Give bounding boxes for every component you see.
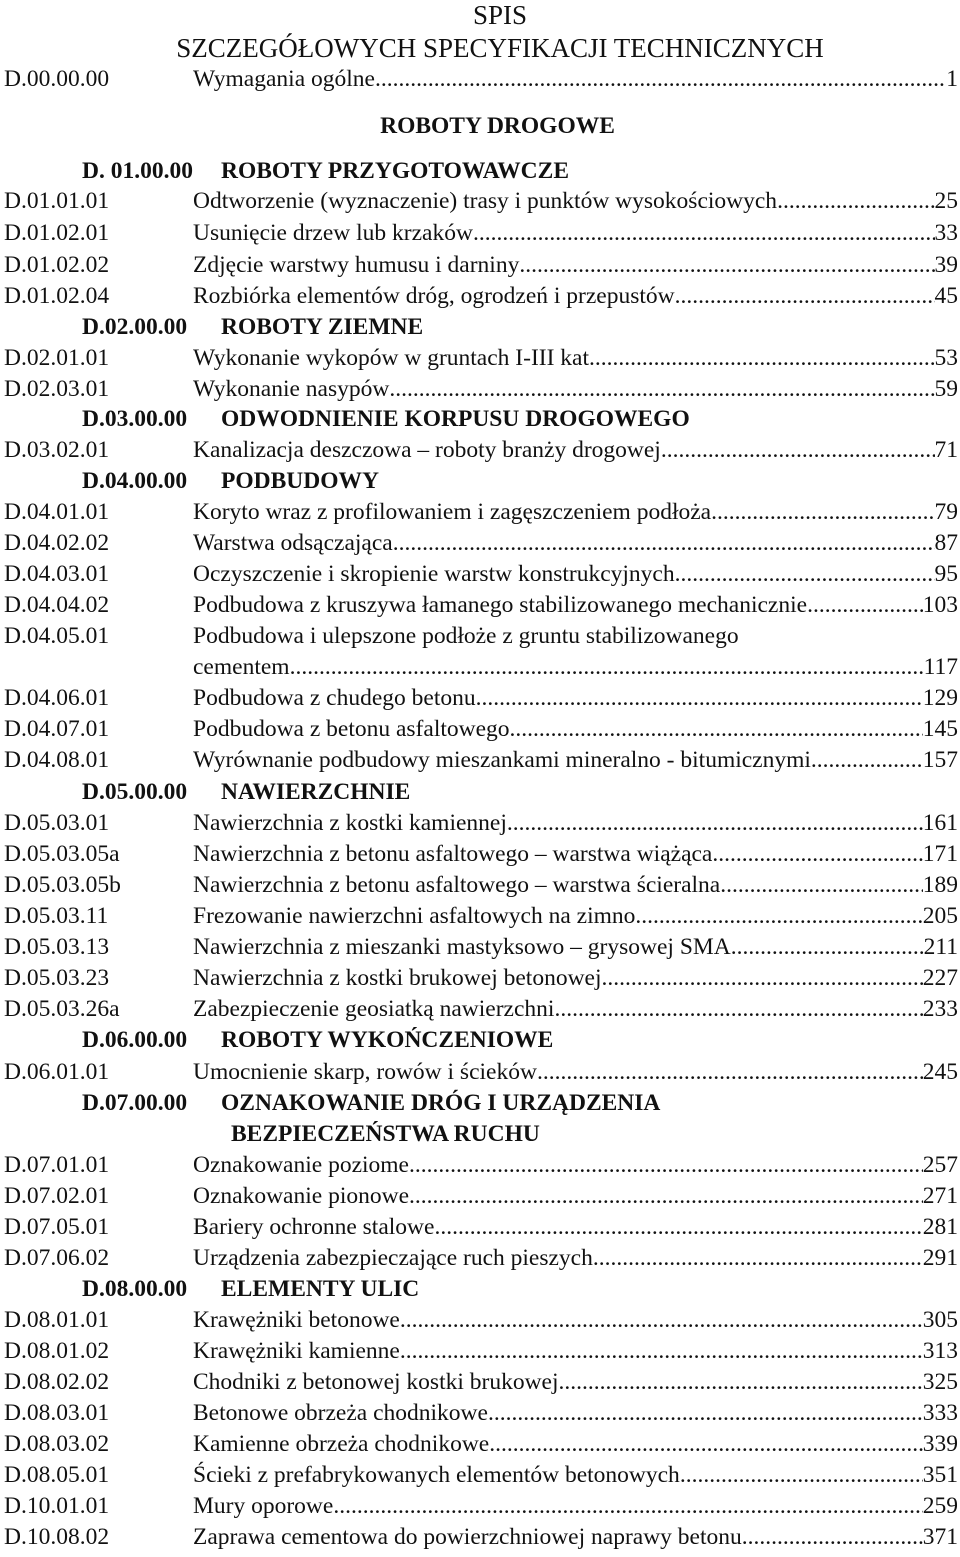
toc-entry[interactable] bbox=[4, 218, 958, 249]
toc-code: D.08.01.01 bbox=[4, 1307, 110, 1333]
toc-code: D.07.05.01 bbox=[4, 1214, 110, 1240]
toc-code: D.02.03.01 bbox=[4, 376, 110, 402]
toc-leader bbox=[507, 808, 923, 839]
toc-page: 305 bbox=[922, 1307, 958, 1333]
toc-entry[interactable] bbox=[4, 994, 958, 1025]
toc-page: 371 bbox=[922, 1524, 958, 1550]
toc-leader bbox=[595, 343, 935, 374]
toc-page: 39 bbox=[934, 252, 958, 278]
toc-leader bbox=[290, 652, 924, 683]
toc-leader bbox=[731, 932, 924, 963]
toc-code: D.03.02.01 bbox=[4, 437, 110, 463]
toc-entry[interactable] bbox=[4, 808, 958, 839]
toc-leader bbox=[389, 374, 934, 405]
toc-entry[interactable] bbox=[4, 528, 958, 559]
toc-text: Oznakowanie pionowe bbox=[193, 1183, 409, 1209]
toc-page: 45 bbox=[934, 283, 958, 309]
toc-page: 145 bbox=[922, 716, 958, 742]
toc-code: D.07.06.02 bbox=[4, 1245, 110, 1271]
toc-entry[interactable] bbox=[4, 1305, 958, 1336]
toc-text: Umocnienie skarp, rowów i ścieków bbox=[193, 1059, 537, 1085]
toc-page: 71 bbox=[934, 437, 958, 463]
section-code: D.05.00.00 bbox=[82, 779, 188, 805]
section-code: D.08.00.00 bbox=[82, 1276, 188, 1302]
toc-code: D.02.01.01 bbox=[4, 345, 110, 371]
toc-leader bbox=[409, 1181, 923, 1212]
toc-entry[interactable] bbox=[4, 1150, 958, 1181]
section-heading bbox=[82, 1025, 553, 1056]
toc-page: 211 bbox=[923, 934, 958, 960]
toc-text: Zdjęcie warstwy humusu i darniny bbox=[193, 252, 520, 278]
toc-entry[interactable] bbox=[4, 745, 958, 776]
toc-code: D.08.03.01 bbox=[4, 1400, 110, 1426]
toc-leader bbox=[476, 683, 923, 714]
toc-page: 245 bbox=[922, 1059, 958, 1085]
toc-code: D.10.08.02 bbox=[4, 1524, 110, 1550]
section-heading bbox=[82, 466, 379, 497]
toc-text: Warstwa odsączająca bbox=[193, 530, 393, 556]
section-code: D.04.00.00 bbox=[82, 468, 188, 494]
toc-code: D.04.02.02 bbox=[4, 530, 110, 556]
toc-page: 25 bbox=[934, 188, 958, 214]
section-heading bbox=[82, 404, 690, 435]
toc-entry[interactable] bbox=[4, 963, 958, 994]
toc-entry[interactable] bbox=[4, 281, 958, 312]
toc-code: D.00.00.00 bbox=[4, 66, 110, 92]
toc-text: Koryto wraz z profilowaniem i zagęszczeniem podłoża bbox=[193, 499, 712, 525]
toc-leader bbox=[554, 994, 922, 1025]
toc-leader bbox=[720, 870, 923, 901]
toc-entry[interactable] bbox=[4, 1057, 958, 1088]
section-title: ELEMENTY ULIC bbox=[221, 1276, 420, 1302]
toc-entry[interactable] bbox=[4, 901, 958, 932]
toc-leader bbox=[712, 839, 922, 870]
toc-text: Krawężniki kamienne bbox=[193, 1338, 400, 1364]
toc-leader bbox=[675, 559, 935, 590]
section-title: ROBOTY ZIEMNE bbox=[221, 314, 424, 340]
toc-code: D.01.02.02 bbox=[4, 252, 110, 278]
toc-page: 281 bbox=[922, 1214, 958, 1240]
toc-text: Wykonanie nasypów bbox=[193, 376, 390, 402]
toc-page: 161 bbox=[922, 810, 958, 836]
toc-text: Wymagania ogólne bbox=[193, 66, 375, 92]
toc-text: Mury oporowe bbox=[193, 1493, 334, 1519]
toc-leader bbox=[537, 1057, 923, 1088]
toc-entry[interactable] bbox=[4, 1460, 958, 1491]
toc-text: Nawierzchnia z betonu asfaltowego – warstwa wiążąca bbox=[193, 841, 713, 867]
toc-page: 271 bbox=[922, 1183, 958, 1209]
toc-entry[interactable] bbox=[4, 590, 958, 621]
section-code: D.07.00.00 bbox=[82, 1090, 188, 1116]
toc-leader bbox=[409, 1150, 923, 1181]
toc-text: Wyrównanie podbudowy mieszankami mineralno - bitumicznymi bbox=[193, 747, 811, 773]
toc-page: 87 bbox=[934, 530, 958, 556]
toc-code: D.08.03.02 bbox=[4, 1431, 110, 1457]
toc-page: 189 bbox=[922, 872, 958, 898]
toc-entry[interactable] bbox=[4, 64, 958, 95]
toc-leader bbox=[602, 963, 923, 994]
toc-entry[interactable] bbox=[4, 559, 958, 590]
toc-code: D.07.02.01 bbox=[4, 1183, 110, 1209]
toc-page: 205 bbox=[922, 903, 958, 929]
section-code: D. 01.00.00 bbox=[82, 158, 193, 184]
toc-entry[interactable] bbox=[4, 1522, 958, 1553]
toc-leader bbox=[333, 1491, 922, 1522]
toc-page: 95 bbox=[934, 561, 958, 587]
toc-leader bbox=[400, 1336, 923, 1367]
toc-code: D.05.03.13 bbox=[4, 934, 110, 960]
toc-entry[interactable] bbox=[4, 1212, 958, 1243]
toc-code: D.01.01.01 bbox=[4, 188, 110, 214]
toc-entry[interactable] bbox=[4, 374, 958, 405]
toc-text: Betonowe obrzeża chodnikowe bbox=[193, 1400, 488, 1426]
toc-text: Podbudowa z betonu asfaltowego bbox=[193, 716, 510, 742]
toc-text: Frezowanie nawierzchni asfaltowych na zimno bbox=[193, 903, 636, 929]
toc-code: D.01.02.04 bbox=[4, 283, 110, 309]
section-heading bbox=[82, 1088, 660, 1119]
toc-text: Nawierzchnia z betonu asfaltowego – warstwa ścieralna bbox=[193, 872, 721, 898]
toc-entry[interactable] bbox=[4, 1398, 958, 1429]
toc-code: D.05.03.01 bbox=[4, 810, 110, 836]
toc-text: Urządzenia zabezpieczające ruch pieszych bbox=[193, 1245, 593, 1271]
toc-code: D.05.03.05a bbox=[4, 841, 120, 867]
toc-entry[interactable] bbox=[4, 186, 958, 217]
toc-leader bbox=[635, 901, 922, 932]
page-title: SPIS bbox=[472, 0, 528, 30]
toc-code: D.05.03.23 bbox=[4, 965, 110, 991]
toc-text: Nawierzchnia z kostki brukowej betonowej bbox=[193, 965, 602, 991]
toc-leader bbox=[675, 281, 935, 312]
toc-entry[interactable] bbox=[4, 1243, 958, 1274]
toc-leader bbox=[519, 250, 934, 281]
toc-text: Bariery ochronne stalowe bbox=[193, 1214, 435, 1240]
section-title-continuation: BEZPIECZEŃSTWA RUCHU bbox=[231, 1121, 540, 1147]
section-heading bbox=[82, 1274, 419, 1305]
toc-page: 313 bbox=[922, 1338, 958, 1364]
toc-text: Podbudowa z kruszywa łamanego stabilizowanego mechanicznie bbox=[193, 592, 808, 618]
toc-page: 233 bbox=[922, 996, 958, 1022]
toc-entry[interactable] bbox=[4, 343, 958, 374]
page-subtitle: SZCZEGÓŁOWYCH SPECYFIKACJI TECHNICZNYCH bbox=[176, 33, 824, 63]
toc-text: Krawężniki betonowe bbox=[193, 1307, 400, 1333]
main-heading: ROBOTY DROGOWE bbox=[380, 113, 615, 139]
toc-entry[interactable] bbox=[4, 1367, 958, 1398]
toc-text: Usunięcie drzew lub krzaków bbox=[193, 220, 473, 246]
toc-entry[interactable] bbox=[4, 932, 958, 963]
toc-text: Odtworzenie (wyznaczenie) trasy i punktów wysokościowych bbox=[193, 188, 778, 214]
toc-code: D.06.01.01 bbox=[4, 1059, 110, 1085]
toc-entry[interactable] bbox=[4, 435, 958, 466]
toc-leader bbox=[489, 1429, 923, 1460]
toc-page: 291 bbox=[922, 1245, 958, 1271]
toc-leader bbox=[434, 1212, 922, 1243]
toc-text: Nawierzchnia z kostki kamiennej bbox=[193, 810, 507, 836]
section-title: OZNAKOWANIE DRÓG I URZĄDZENIA bbox=[221, 1090, 661, 1116]
toc-entry[interactable] bbox=[4, 839, 958, 870]
toc-text: Zabezpieczenie geosiatką nawierzchni bbox=[193, 996, 555, 1022]
toc-entry[interactable] bbox=[4, 497, 958, 528]
toc-code: D.04.04.02 bbox=[4, 592, 110, 618]
toc-text: Nawierzchnia z mieszanki mastyksowo – grysowej SMA bbox=[193, 934, 731, 960]
section-heading bbox=[82, 312, 423, 343]
toc-leader bbox=[661, 435, 935, 466]
toc-page: 325 bbox=[922, 1369, 958, 1395]
section-heading bbox=[82, 156, 569, 187]
toc-page: 129 bbox=[922, 685, 958, 711]
section-title: PODBUDOWY bbox=[221, 468, 379, 494]
section-title: NAWIERZCHNIE bbox=[221, 779, 411, 805]
section-title: ROBOTY PRZYGOTOWAWCZE bbox=[221, 158, 569, 184]
toc-page: 103 bbox=[922, 592, 958, 618]
toc-text: cementem bbox=[193, 654, 290, 680]
toc-entry-continuation[interactable] bbox=[4, 652, 958, 683]
toc-text: Podbudowa z chudego betonu bbox=[193, 685, 476, 711]
toc-entry[interactable] bbox=[4, 870, 958, 901]
toc-text: Kamienne obrzeża chodnikowe bbox=[193, 1431, 490, 1457]
toc-code: D.01.02.01 bbox=[4, 220, 110, 246]
toc-entry[interactable] bbox=[4, 1491, 958, 1522]
toc-code: D.04.06.01 bbox=[4, 685, 110, 711]
toc-text: Ścieki z prefabrykowanych elementów betonowych bbox=[193, 1462, 680, 1488]
toc-code: D.10.01.01 bbox=[4, 1493, 110, 1519]
toc-text: Rozbiórka elementów dróg, ogrodzeń i przepustów bbox=[193, 283, 675, 309]
toc-text: Chodniki z betonowej kostki brukowej bbox=[193, 1369, 559, 1395]
toc-entry[interactable] bbox=[4, 1336, 958, 1367]
section-code: D.03.00.00 bbox=[82, 406, 188, 432]
toc-code: D.04.07.01 bbox=[4, 716, 110, 742]
toc-leader bbox=[375, 64, 946, 95]
toc-text: Kanalizacja deszczowa – roboty branży drogowej bbox=[193, 437, 661, 463]
toc-page: 257 bbox=[922, 1152, 958, 1178]
toc-code: D.08.02.02 bbox=[4, 1369, 110, 1395]
toc-leader bbox=[559, 1367, 923, 1398]
toc-page: 79 bbox=[934, 499, 958, 525]
toc-entry[interactable] bbox=[4, 621, 958, 652]
toc-code: D.07.01.01 bbox=[4, 1152, 110, 1178]
toc-text: Wykonanie wykopów w gruntach I-III kat. bbox=[193, 345, 595, 371]
toc-leader bbox=[777, 186, 934, 217]
toc-page: 33 bbox=[934, 220, 958, 246]
toc-code: D.05.03.05b bbox=[4, 872, 121, 898]
toc-page: 333 bbox=[922, 1400, 958, 1426]
toc-leader bbox=[811, 745, 923, 776]
toc-entry[interactable] bbox=[4, 683, 958, 714]
toc-leader bbox=[593, 1243, 923, 1274]
toc-leader bbox=[473, 218, 935, 249]
toc-page: 351 bbox=[922, 1462, 958, 1488]
section-heading bbox=[82, 777, 410, 808]
toc-page: 157 bbox=[922, 747, 958, 773]
toc-page: 1 bbox=[946, 66, 958, 92]
toc-entry[interactable] bbox=[4, 714, 958, 745]
toc-page: 117 bbox=[923, 654, 958, 680]
toc-entry[interactable] bbox=[4, 1429, 958, 1460]
toc-code: D.08.01.02 bbox=[4, 1338, 110, 1364]
toc-code: D.04.05.01 bbox=[4, 623, 110, 649]
toc-text: Zaprawa cementowa do powierzchniowej naprawy betonu bbox=[193, 1524, 742, 1550]
toc-leader bbox=[680, 1460, 923, 1491]
toc-page: 53 bbox=[934, 345, 958, 371]
toc-leader bbox=[400, 1305, 923, 1336]
toc-text: Podbudowa i ulepszone podłoże z gruntu stabilizowanego bbox=[193, 623, 739, 649]
section-title: ODWODNIENIE KORPUSU DROGOWEGO bbox=[221, 406, 690, 432]
toc-page: 339 bbox=[922, 1431, 958, 1457]
toc-page: 171 bbox=[922, 841, 958, 867]
toc-text: Oczyszczenie i skropienie warstw konstrukcyjnych bbox=[193, 561, 675, 587]
toc-page: 259 bbox=[922, 1493, 958, 1519]
toc-code: D.04.01.01 bbox=[4, 499, 110, 525]
toc-code: D.05.03.11 bbox=[4, 903, 109, 929]
toc-page: 59 bbox=[934, 376, 958, 402]
toc-code: D.04.03.01 bbox=[4, 561, 110, 587]
toc-leader bbox=[510, 714, 923, 745]
section-title: ROBOTY WYKOŃCZENIOWE bbox=[221, 1027, 554, 1053]
toc-code: D.08.05.01 bbox=[4, 1462, 110, 1488]
toc-leader bbox=[711, 497, 934, 528]
section-code: D.06.00.00 bbox=[82, 1027, 188, 1053]
toc-page: 227 bbox=[922, 965, 958, 991]
toc-entry[interactable] bbox=[4, 250, 958, 281]
toc-code: D.04.08.01 bbox=[4, 747, 110, 773]
toc-leader bbox=[393, 528, 935, 559]
toc-leader bbox=[742, 1522, 923, 1553]
toc-entry[interactable] bbox=[4, 1181, 958, 1212]
section-code: D.02.00.00 bbox=[82, 314, 188, 340]
toc-text: Oznakowanie poziome bbox=[193, 1152, 409, 1178]
toc-code: D.05.03.26a bbox=[4, 996, 120, 1022]
toc-leader bbox=[807, 590, 923, 621]
toc-leader bbox=[488, 1398, 923, 1429]
